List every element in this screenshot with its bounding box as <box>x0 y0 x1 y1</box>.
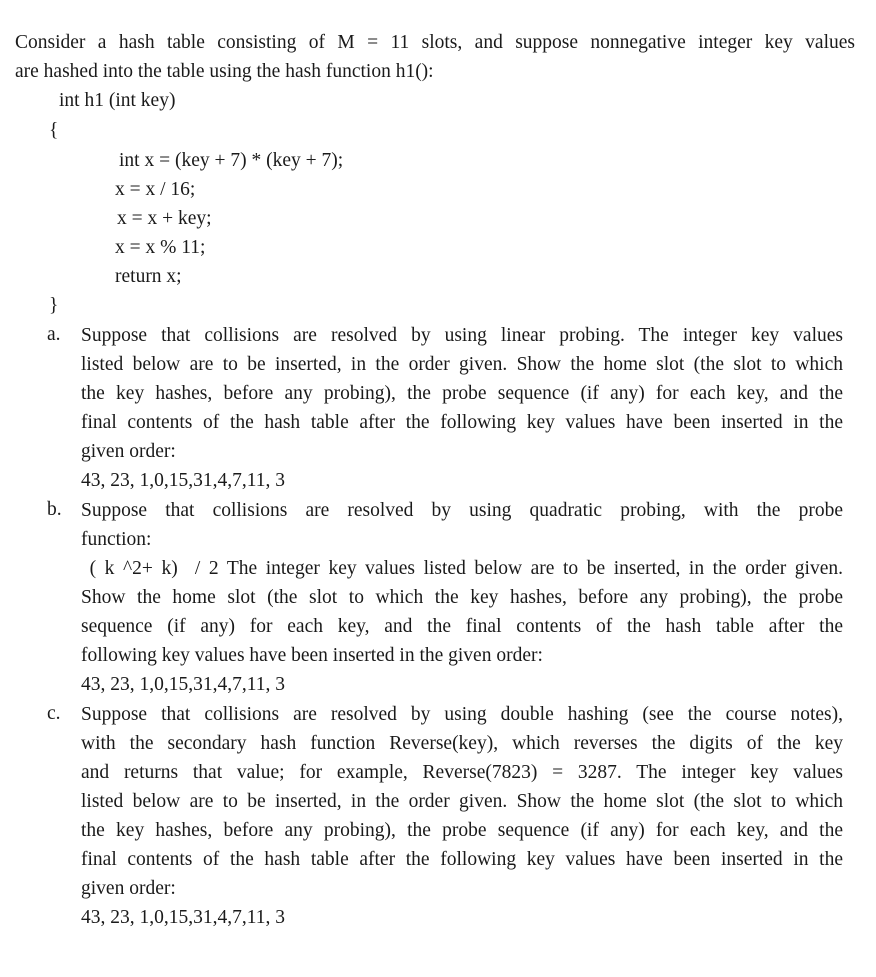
item-c-body <box>81 700 843 932</box>
code-signature: int h1 (int key) <box>59 90 176 111</box>
item-c-line-3: and returns that value; for example, Reverse(7823) = 3287. The integer key values <box>81 762 843 783</box>
intro-line-1: Consider a hash table consisting of M = 11 slots, and suppose nonnegative integer key values <box>15 32 855 53</box>
item-c-key-list: 43, 23, 1,0,15,31,4,7,11, 3 <box>81 907 286 928</box>
item-b-line-2: function: <box>81 529 152 550</box>
item-a-line-4: final contents of the hash table after the following key values have been inserted in the <box>81 412 843 433</box>
item-c-line-5: the key hashes, before any probing), the probe sequence (if any) for each key, and the <box>81 820 843 841</box>
item-c-line-1: Suppose that collisions are resolved by using double hashing (see the course notes), <box>81 704 843 725</box>
code-line-4: x = x % 11; <box>115 237 206 258</box>
item-b-line-1: Suppose that collisions are resolved by using quadratic probing, with the probe <box>81 500 843 521</box>
item-b-line-6: following key values have been inserted in the given order: <box>81 645 543 666</box>
item-a-line-5: given order: <box>81 441 176 462</box>
code-line-3: x = x + key; <box>117 208 212 229</box>
code-line-1: int x = (key + 7) * (key + 7); <box>119 150 344 171</box>
item-a-body <box>81 321 843 495</box>
code-line-5: return x; <box>115 266 182 287</box>
intro-line-2: are hashed into the table using the hash function h1(): <box>15 61 434 82</box>
item-a-line-2: listed below are to be inserted, in the order given. Show the home slot (the slot to which <box>81 354 843 375</box>
item-b-probe-function: ( k ^2+ k) / 2 The integer key values listed below are to be inserted, in the order given. <box>81 558 843 579</box>
item-c-line-2: with the secondary hash function Reverse(key), which reverses the digits of the key <box>81 733 843 754</box>
item-b-line-5: sequence (if any) for each key, and the final contents of the hash table after the <box>81 616 843 637</box>
item-a-key-list: 43, 23, 1,0,15,31,4,7,11, 3 <box>81 470 286 491</box>
item-b-body <box>81 496 843 699</box>
item-a-line-1: Suppose that collisions are resolved by using linear probing. The integer key values <box>81 325 843 346</box>
code-line-2: x = x / 16; <box>115 179 196 200</box>
item-c-marker: c. <box>47 703 61 724</box>
code-open-brace: { <box>49 120 59 141</box>
item-b-line-4: Show the home slot (the slot to which the key hashes, before any probing), the probe <box>81 587 843 608</box>
item-a-marker: a. <box>47 324 61 345</box>
code-close-brace: } <box>49 295 59 316</box>
item-c-line-6: final contents of the hash table after the following key values have been inserted in the <box>81 849 843 870</box>
item-a-line-3: the key hashes, before any probing), the probe sequence (if any) for each key, and the <box>81 383 843 404</box>
item-b-key-list: 43, 23, 1,0,15,31,4,7,11, 3 <box>81 674 286 695</box>
item-c-line-4: listed below are to be inserted, in the order given. Show the home slot (the slot to which <box>81 791 843 812</box>
item-b-marker: b. <box>47 499 62 520</box>
item-c-line-7: given order: <box>81 878 176 899</box>
